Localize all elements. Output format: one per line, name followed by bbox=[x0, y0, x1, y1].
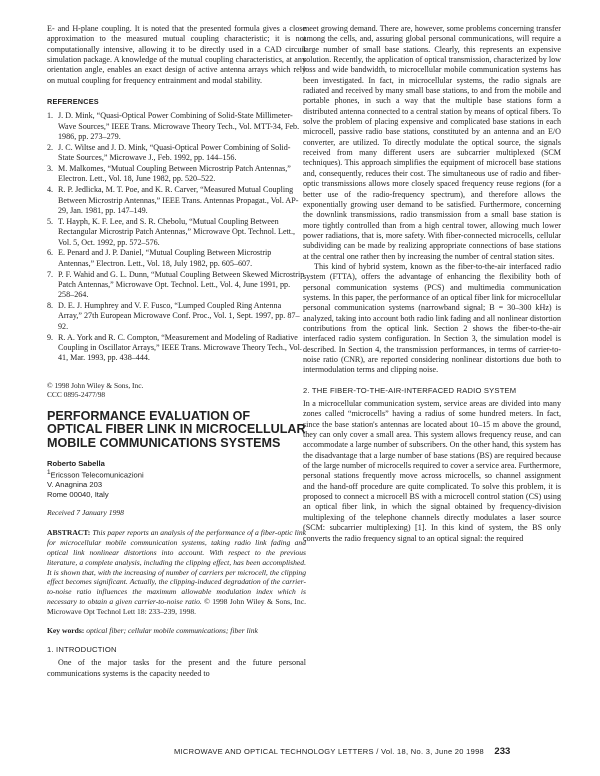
reference-text: D. E. J. Humphrey and V. F. Fusco, “Lumped Coupled Ring Antenna Array,” 27th European Microwave Conf. Proc., Vol. 1, Sept. 1997, pp. 87–92. bbox=[58, 301, 300, 331]
author-block bbox=[47, 459, 306, 499]
reference-list bbox=[47, 111, 306, 363]
reference-number: 2. bbox=[47, 142, 54, 152]
reference-item bbox=[47, 217, 306, 248]
left-column bbox=[47, 24, 306, 679]
body-paragraph: meet growing demand. There are, however, some problems concerning transfer among the cells, and, assuring global personal communications, will require a large number of small base stations. Clearly, this represents an expensive solution. Recently, the application of optical transmission, characterized by low loss and wide bandwidth, to microcellular mobile communication systems has been investigated. In fact, in microcellular systems, the radio signals are radiated and received by many small base stations, to and from the mobile and portable phones, in such a way that the multiple base stations form a distributed antenna connected to a central station by means of optical fibers. To solve the problem of placing expensive and complicated base stations in each microcell, passive radio base stations, constituted by an antenna and an E/O converter, are utilized. To directly modulate the optical source, the signals received from many different users are subcarrier multiplexed (SCM techniques). This approach simplifies the equipment of microcell base stations and, consequently, reduces their cost. The simultaneous use of radio and fiber-optic transmissions allows more closely spaced frequency reuse regions (for a better use of the radio-frequency spectrum), and therefore allows the exponentially growing user demand to be satisfied. Furthermore, concerning the downlink transmissions, radio transmission from a small base station is more tightly controlled than from a high central tower, allowing much lower power radiations, that is, more safety. With fiber-connected microcells, cellular subdividing can be made by realizing appropriate connections of base stations at the central one rather then by increasing the number of central station sites. bbox=[303, 24, 561, 261]
reference-number: 4. bbox=[47, 185, 54, 195]
reference-number: 9. bbox=[47, 332, 54, 342]
introduction-text: One of the major tasks for the present and the future personal communications systems is the capacity needed to bbox=[47, 658, 306, 678]
page-number: 233 bbox=[494, 746, 511, 757]
keywords-label: Key words: bbox=[47, 625, 85, 635]
reference-item bbox=[47, 111, 306, 142]
page-footer bbox=[174, 746, 574, 757]
section-heading-introduction: 1. INTRODUCTION bbox=[47, 644, 117, 654]
affiliation-line: Rome 00040, Italy bbox=[47, 489, 109, 499]
reference-text: J. D. Mink, “Quasi-Optical Power Combining of Solid-State Millimeter-Wave Sources,” IEEE Trans. Microwave Theory Tech., Vol. MTT-34, Feb. 1986, pp. 273–279. bbox=[58, 111, 300, 142]
reference-text: P. F. Wahid and G. L. Dunn, “Mutual Coupling Between Skewed Microstrip Patch Antennas,” Microwave Opt. Technol. Lett., Vol. 4, June 1991, pp. 258–264. bbox=[58, 269, 305, 300]
right-column bbox=[303, 24, 561, 544]
reference-number: 5. bbox=[47, 216, 54, 226]
references-heading: REFERENCES bbox=[47, 97, 99, 107]
abstract-copyright: © 1998 John Wiley & Sons, Inc. Microwave Opt Technol Lett 18: 233–239, 1998. bbox=[47, 596, 306, 616]
reference-number: 6. bbox=[47, 248, 54, 258]
article-title: PERFORMANCE EVALUATION OF OPTICAL FIBER LINK IN MICROCELLULAR MOBILE COMMUNICATIONS SYSTEMS bbox=[47, 409, 306, 450]
body-paragraph: In a microcellular communication system, service areas are divided into many zones called “microcells” having a radius of some hundred meters. In fact, since the base station's antennas are located about 10–15 m above the ground, they can only cover a small area. This system allows frequency reuse, and can accommodate a large number of subscribers. On the other hand, this system has the disadvantage that a large number of base stations (BS) are required because of the large number of microcells required to cover a service area. Furthermore, personal stations frequently move across microcells, so channel assignment and the hand-off procedure are quite complicated. To solve this problem, it is proposed to connect a microcell BS with a microcell control station (CS) using an optical fiber link, in which the signal obtained by frequency-division multiplexing of the telephone channels directly modulates a laser source (SCM: subcarrier multiplexing) [1]. In this kind of system, the BS only converts the radio frequency signal to an optical signal: the required bbox=[303, 399, 561, 543]
keywords-text: optical fiber; cellular mobile communications; fiber link bbox=[86, 625, 258, 635]
intro-paragraph: E- and H-plane coupling. It is noted that the presented formula gives a close approximation to the measured mutual coupling characteristic; it is not computationally intensive, allowing it to be directly used in a CAD circuit simulation package. A knowledge of the mutual coupling characteristics, at any orientation angle, enables an exact design of active antenna arrays which rely on mutual coupling for frequency entrainment and modal stability. bbox=[47, 24, 306, 85]
reference-item bbox=[47, 301, 306, 332]
section-heading-ftta: 2. THE FIBER-TO-THE-AIR-INTERFACED RADIO SYSTEM bbox=[303, 385, 517, 395]
copyright-block bbox=[47, 381, 306, 400]
journal-info: MICROWAVE AND OPTICAL TECHNOLOGY LETTERS / Vol. 18, No. 3, June 20 1998 bbox=[174, 747, 485, 756]
reference-text: T. Hayph, K. F. Lee, and S. R. Chebolu, “Mutual Coupling Between Rectangular Microstrip Patch Antennas,” Microwave Opt. Technol. Lett., Vol. 5, Oct. 1992, pp. 572–576. bbox=[58, 216, 296, 247]
abstract bbox=[47, 528, 306, 616]
reference-item bbox=[47, 270, 306, 301]
affiliation-line: V. Anagnina 203 bbox=[47, 480, 103, 490]
reference-item bbox=[47, 143, 306, 164]
copyright-line: © 1998 John Wiley & Sons, Inc. bbox=[47, 380, 144, 390]
reference-item bbox=[47, 164, 306, 185]
reference-item bbox=[47, 185, 306, 216]
reference-number: 8. bbox=[47, 301, 54, 311]
affiliation-line: Ericsson Telecomunicazioni bbox=[50, 470, 144, 480]
body-paragraph: This kind of hybrid system, known as the fiber-to-the-air interfaced radio system (FTTA), offers the advantage of enhancing the flexibility both of personal communication systems (PCS) and multimedia communication systems. In this paper, the performance of an optical fiber link for microcellular personal communication systems (narrowband signal; B = 30–300 kHz) is analyzed, taking into account both radio link fading and all nonlinear distortion contributions from the optical link. Section 2 shows the fiber-to-the-air interfaced radio system configuration. In Section 3, the simulation model is described. In Section 4, the transmission performances, in terms of carrier-to-noise ratio (CNR), are reported considering nonlinear distortions due both to intermodulation terms and clipping noise. bbox=[303, 261, 561, 375]
abstract-label: ABSTRACT: bbox=[47, 528, 91, 538]
reference-text: M. Malkomes, “Mutual Coupling Between Microstrip Patch Antennas,” Electron. Lett., Vol. 18, June 1982, pp. 520–522. bbox=[58, 164, 291, 184]
keywords bbox=[47, 626, 306, 636]
reference-text: J. C. Wiltse and J. D. Mink, “Quasi-Optical Power Combining of Solid-State Sources,” Microwave J., Feb. 1992, pp. 144–156. bbox=[58, 142, 291, 163]
reference-item bbox=[47, 248, 306, 269]
reference-text: R. P. Jedlicka, M. T. Poe, and K. R. Carver, “Measured Mutual Coupling Between Microstrip Antennas,” IEEE Trans. Antennas Propagat., Vol. AP-29, Jan. 1981, pp. 147–149. bbox=[58, 185, 299, 215]
reference-number: 7. bbox=[47, 269, 54, 279]
reference-number: 3. bbox=[47, 164, 54, 174]
ccc-code: CCC 0895-2477/98 bbox=[47, 389, 106, 399]
reference-text: E. Penard and J. P. Daniel, “Mutual Coupling Between Microstrip Antennas,” Electron. Lett., Vol. 18, July 1982, pp. 605–607. bbox=[58, 248, 272, 268]
reference-number: 1. bbox=[47, 111, 54, 121]
reference-text: R. A. York and R. C. Compton, “Measurement and Modeling of Radiative Coupling in Oscillator Arrays,” IEEE Trans. Microwave Theory Tech., Vol. 41, Mar. 1993, pp. 438–444. bbox=[58, 332, 302, 363]
reference-item bbox=[47, 333, 306, 364]
affiliation-marker: 1 bbox=[47, 469, 51, 477]
author-name: Roberto Sabella bbox=[47, 458, 105, 468]
abstract-text: This paper reports an analysis of the performance of a fiber-optic link for microcellular mobile communication systems, taking radio link fading and optical link nonlinear distortions into account. With respect to the previous literature, a complete analysis, including the clipping effect, has been accomplished. It is shown that, with the increasing of number of carriers per microcell, the clipping effect becomes significant. Actually, the clipping-induced degradation of the carrier-to-noise ratio influences the maximum allowable modulation index which is necessary to obtain a given carrier-to-noise ratio. bbox=[47, 528, 306, 606]
received-date: Received 7 January 1998 bbox=[47, 508, 124, 518]
